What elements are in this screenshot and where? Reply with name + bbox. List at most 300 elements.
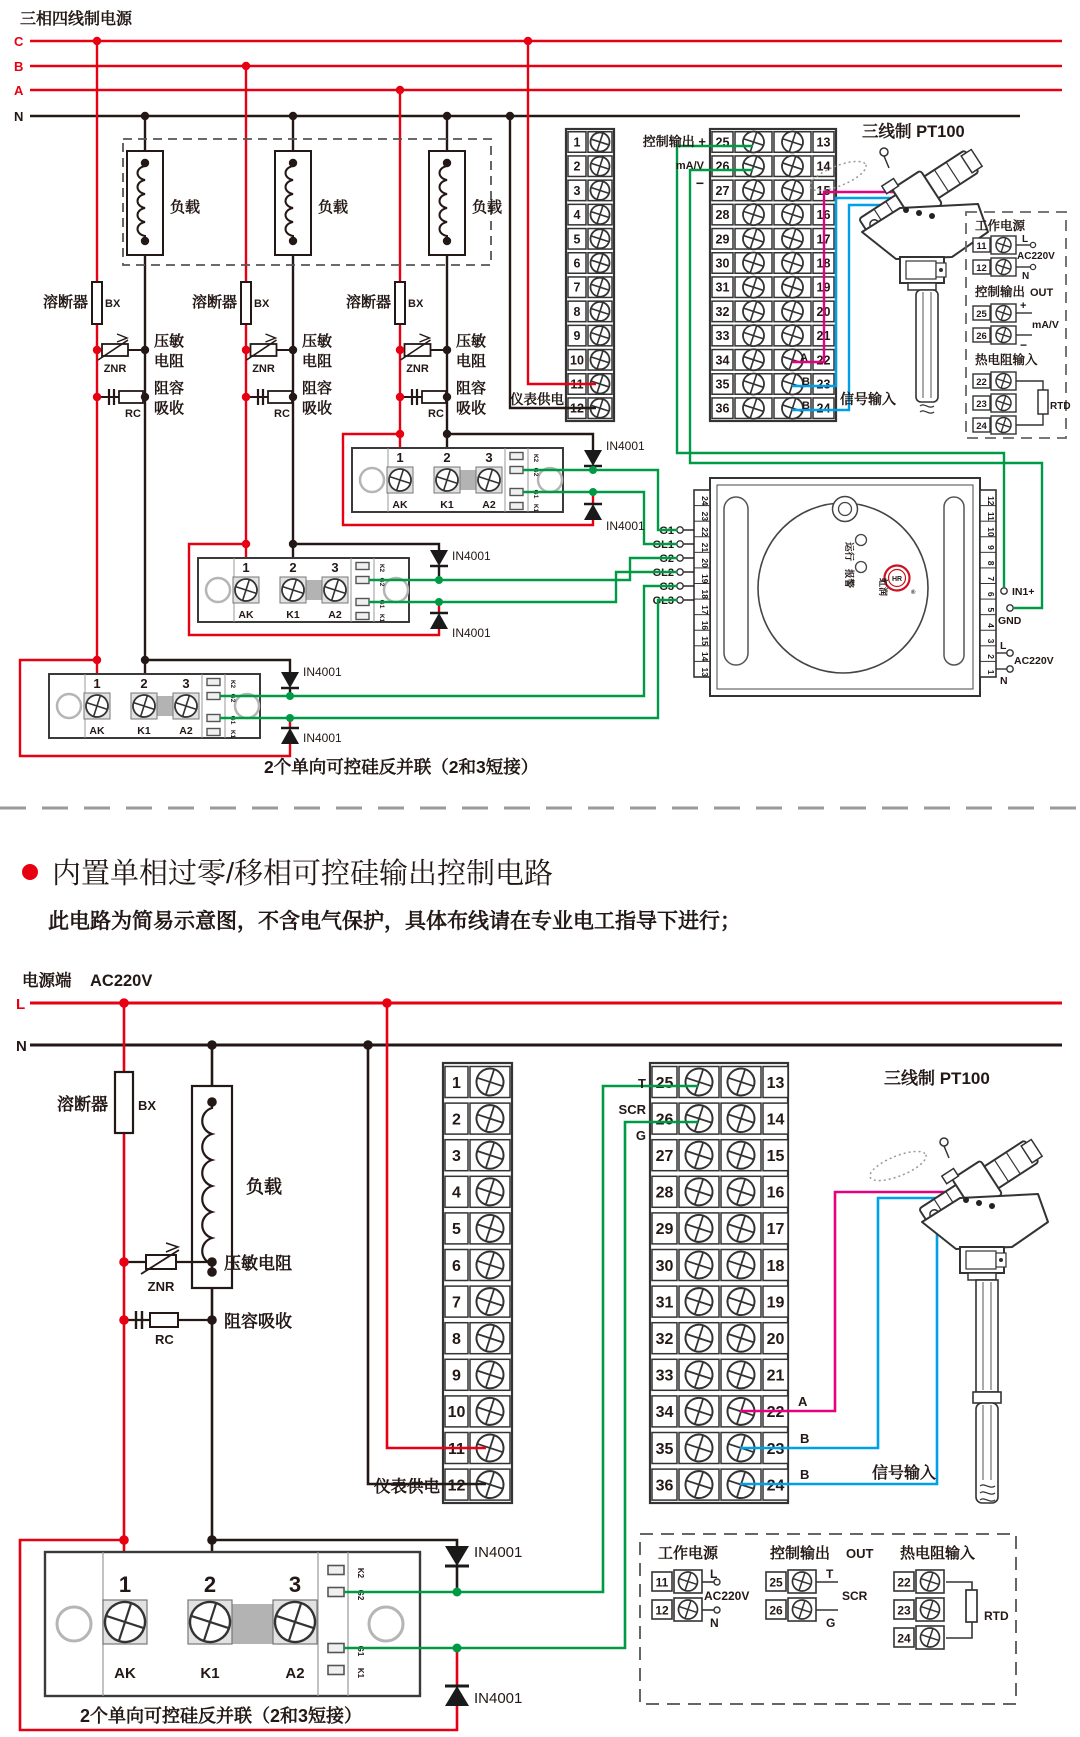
terminal-number: 25 xyxy=(715,135,730,150)
section2-subtitle: 此电路为简易示意图，不含电气保护，具体布线请在专业电工指导下进行； xyxy=(48,910,741,933)
strip-number: 15 xyxy=(700,636,710,646)
varistor-label: 电阻 xyxy=(154,353,185,370)
l-terminal-circle xyxy=(1007,650,1013,656)
module-terminal-number: 3 xyxy=(331,560,339,575)
strip-number: 6 xyxy=(986,591,996,597)
g-label: G xyxy=(635,1128,646,1143)
legend-panel-upper-content xyxy=(973,218,1071,434)
module-terminal-name: A2 xyxy=(482,499,496,511)
terminal-number: 26 xyxy=(715,159,730,174)
gate-pad xyxy=(356,577,369,584)
rc-code: RC xyxy=(155,1332,174,1347)
terminal-number: 35 xyxy=(715,377,730,392)
rc-label: 吸收 xyxy=(302,400,333,417)
terminal-number: 5 xyxy=(452,1221,461,1239)
loads xyxy=(127,151,502,255)
module-terminal-name: A2 xyxy=(179,725,193,737)
junction-dot xyxy=(289,393,297,401)
module-terminal-number: 2 xyxy=(140,676,148,691)
terminal-number: 3 xyxy=(452,1147,461,1165)
fuse-label: 溶断器 xyxy=(345,294,391,311)
strip-number: 2 xyxy=(986,654,996,659)
gate-pad xyxy=(328,1566,344,1575)
junction-dot xyxy=(396,346,404,354)
signal-input-label-upper: 信号输入 xyxy=(840,391,896,407)
terminal-number: 22 xyxy=(766,1404,785,1422)
module-terminal-name: AK xyxy=(238,609,254,621)
terminal-number: 16 xyxy=(766,1184,785,1202)
module-terminal-number: 1 xyxy=(242,560,250,575)
registered-mark: ® xyxy=(911,590,916,596)
line-label-b: B xyxy=(14,59,24,74)
terminal-number: 31 xyxy=(655,1294,674,1312)
varistor-label: 电阻 xyxy=(302,353,333,370)
rtd-resistor-icon xyxy=(1038,390,1048,414)
terminal-number: 23 xyxy=(816,377,831,392)
varistor-label: 压敏 xyxy=(302,333,333,350)
rc-label: 吸收 xyxy=(456,400,487,417)
junction-dot xyxy=(141,393,149,401)
load-label: 负载 xyxy=(170,199,201,216)
gate-pad xyxy=(510,489,523,496)
mount-hole-icon xyxy=(57,694,81,718)
junction-dot xyxy=(119,1257,129,1267)
line-label-c: C xyxy=(14,34,24,49)
scr-module xyxy=(198,558,409,623)
strip-number: 18 xyxy=(700,589,710,600)
fuse-icon xyxy=(92,282,102,324)
terminal-number: 14 xyxy=(766,1111,785,1129)
rc-label: 阻容 xyxy=(154,380,185,397)
panel-terminal-number: 11 xyxy=(976,241,987,252)
fuse-label: 溶断器 xyxy=(57,1095,108,1114)
junction-dot xyxy=(396,393,404,401)
in1-label: IN1+ xyxy=(1012,586,1035,598)
terminal-number: 29 xyxy=(655,1221,674,1239)
shape xyxy=(141,237,149,245)
gate-pad xyxy=(510,453,523,460)
load-label: 负载 xyxy=(246,1177,282,1197)
scr-module xyxy=(352,448,563,513)
terminal-number: 28 xyxy=(715,208,730,223)
terminal-number: 32 xyxy=(655,1330,674,1348)
varistor-label: 压敏 xyxy=(456,333,487,350)
shape xyxy=(1030,264,1035,269)
junction-dot xyxy=(242,346,250,354)
junction-dot xyxy=(289,346,297,354)
terminal-number: 35 xyxy=(655,1440,674,1458)
terminal-number: 32 xyxy=(715,304,730,319)
load-label: 负载 xyxy=(472,199,503,216)
terminal-number: 18 xyxy=(766,1257,785,1275)
panel-power-title: 工作电源 xyxy=(975,219,1026,233)
terminal-number: 24 xyxy=(816,401,831,416)
module-terminal-name: AK xyxy=(392,499,408,511)
terminal-number: 8 xyxy=(573,304,581,319)
wire-a-label: A xyxy=(800,352,808,364)
strip-number: 1 xyxy=(986,669,996,675)
wire-b1-label: B xyxy=(802,376,810,388)
mount-slot-left xyxy=(724,497,748,665)
terminal-number: 10 xyxy=(447,1404,466,1422)
gate-pad-label: K1 xyxy=(378,613,385,623)
gate-pad-label: K2 xyxy=(532,453,539,463)
terminal-number: 26 xyxy=(655,1111,674,1129)
gate-pad-label: G1 xyxy=(532,489,539,499)
strip-number: 3 xyxy=(986,638,996,644)
mount-hole-icon xyxy=(384,578,408,602)
gate-wire-labels xyxy=(653,525,674,607)
run-label: 运行 xyxy=(843,542,854,562)
legend-panel-lower-content xyxy=(652,1544,1009,1649)
terminal-number: 19 xyxy=(766,1294,785,1312)
lower-bus-lines xyxy=(30,1003,1062,1045)
terminal-blocks xyxy=(443,129,836,1503)
gate-pad-label: K2 xyxy=(356,1567,365,1579)
terminal-number: 6 xyxy=(452,1257,461,1275)
terminal-number: 33 xyxy=(715,329,730,344)
fuse-varistor-rc-groups xyxy=(43,282,486,420)
varistor-code: ZNR xyxy=(103,363,127,375)
panel-out-word: OUT xyxy=(846,1546,874,1561)
panel-terminal-number: 12 xyxy=(976,263,987,274)
panel-terminal-number: 24 xyxy=(976,421,987,432)
module-terminal-number: 1 xyxy=(396,450,404,465)
terminal-number: 24 xyxy=(766,1477,785,1495)
terminal-number: 20 xyxy=(766,1330,785,1348)
shape xyxy=(166,1243,178,1252)
gate-pad xyxy=(356,599,369,606)
instrument-power-label-upper: 仪表供电 xyxy=(510,392,564,407)
gate-pad-label: G2 xyxy=(356,1589,365,1601)
mav-label: mA/V xyxy=(675,160,704,172)
terminal-number: 17 xyxy=(816,232,831,247)
alarm-led-icon xyxy=(856,562,867,573)
terminal-number: 1 xyxy=(452,1074,461,1092)
source-voltage: AC220V xyxy=(90,972,153,990)
terminal-number: 11 xyxy=(448,1440,465,1458)
panel-l-label: L xyxy=(1022,234,1029,245)
t-label: T xyxy=(638,1076,646,1091)
diode-label: IN4001 xyxy=(452,626,491,640)
panel-out-title: 控制输出 xyxy=(770,1545,831,1562)
terminal-number: 13 xyxy=(816,135,831,150)
line-label-n: N xyxy=(14,109,24,124)
gnd-label: GND xyxy=(998,615,1022,627)
terminal-number: 7 xyxy=(452,1294,461,1312)
strip-number: 12 xyxy=(986,496,996,506)
gate-pad-label: G2 xyxy=(532,467,539,477)
rc-label: 阻容 xyxy=(302,380,333,397)
gate-pad xyxy=(510,467,523,474)
panel-l-label: L xyxy=(710,1567,718,1581)
gate-pad-label: G2 xyxy=(378,577,385,587)
mount-hole-icon xyxy=(538,468,562,492)
rc-resistor-icon xyxy=(119,391,143,403)
panel-terminal-number: 26 xyxy=(976,331,987,342)
ac220-label-device: AC220V xyxy=(1014,655,1054,667)
gate-pad xyxy=(207,715,220,722)
terminal-number: 2 xyxy=(452,1111,461,1129)
terminal-number: 16 xyxy=(816,208,831,223)
lower-components xyxy=(45,1072,420,1696)
rc-label: 吸收 xyxy=(154,400,185,417)
gate-pad-label: K2 xyxy=(229,679,236,689)
rc-resistor-icon xyxy=(268,391,292,403)
junction-dot xyxy=(242,393,250,401)
l-label-device: L xyxy=(1000,640,1007,652)
gate-pad xyxy=(510,503,523,510)
line-label-a: A xyxy=(14,83,24,98)
strip-number: 16 xyxy=(700,620,710,631)
shape xyxy=(714,1607,720,1613)
module-terminal-name: K1 xyxy=(200,1665,220,1682)
gnd-terminal-circle xyxy=(1007,605,1013,611)
gate-wire-label: G2 xyxy=(659,553,674,565)
terminal-number: 20 xyxy=(816,304,831,319)
junction-dot xyxy=(93,346,101,354)
module-terminal-name: AK xyxy=(114,1665,136,1682)
terminal-number: 18 xyxy=(816,256,831,271)
fuse-label: 溶断器 xyxy=(42,294,88,311)
terminal-number: 21 xyxy=(816,329,831,344)
n-terminal-circle xyxy=(1007,666,1013,672)
strip-number: 7 xyxy=(986,576,996,582)
strip-number: 5 xyxy=(986,607,996,613)
shape xyxy=(1030,242,1035,247)
strip-number: 21 xyxy=(700,542,710,553)
module-terminal-number: 1 xyxy=(93,676,101,691)
gate-wire-label: G1 xyxy=(659,525,674,537)
panel-rtd-label: RTD xyxy=(1050,401,1071,412)
terminal-number: 28 xyxy=(655,1184,674,1202)
terminal-number: 17 xyxy=(766,1221,785,1239)
mount-hole-icon xyxy=(369,1607,403,1641)
junction-dot xyxy=(207,1315,217,1325)
source-label: 电源端 xyxy=(22,972,72,990)
terminal-number: 9 xyxy=(452,1367,461,1385)
gate-pad-label: K2 xyxy=(378,563,385,573)
panel-ac-label: AC220V xyxy=(704,1589,750,1603)
diode-label: IN4001 xyxy=(303,731,342,745)
module-terminal-name: A2 xyxy=(328,609,342,621)
varistor-label: 电阻 xyxy=(456,353,487,370)
gate-pad xyxy=(328,1588,344,1597)
brand-initials: HR xyxy=(891,576,903,583)
rc-label: 阻容吸收 xyxy=(224,1312,292,1331)
terminal-number: 22 xyxy=(816,353,831,368)
strip-number: 10 xyxy=(986,527,996,537)
panel-out-title: 控制输出 xyxy=(975,285,1026,299)
varistor-label: 压敏电阻 xyxy=(224,1254,292,1273)
varistor-code: ZNR xyxy=(147,1279,175,1294)
terminal-number: 8 xyxy=(452,1330,461,1348)
strip-number: 20 xyxy=(700,558,710,568)
panel-terminal-number: 22 xyxy=(897,1575,911,1590)
gate-pad-label: G1 xyxy=(378,599,385,609)
mount-hole-icon xyxy=(206,578,230,602)
diode-label: IN4001 xyxy=(303,665,342,679)
shape xyxy=(207,1097,217,1107)
panel-terminal-number: 25 xyxy=(976,309,987,320)
signal-input-label-lower: 信号输入 xyxy=(872,1465,937,1482)
module-terminal-name: AK xyxy=(89,725,105,737)
panel-terminal-number: 23 xyxy=(976,399,987,410)
junction-dot xyxy=(207,1257,217,1267)
terminal-number: 36 xyxy=(715,401,730,416)
terminal-number: 9 xyxy=(573,329,581,344)
mount-slot-right xyxy=(944,497,964,665)
scr-label: SCR xyxy=(618,1102,646,1117)
terminal-number: 19 xyxy=(816,280,831,295)
terminal-number: 29 xyxy=(715,232,730,247)
terminal-number: 4 xyxy=(573,208,581,223)
rc-code: RC xyxy=(428,408,444,420)
panel-terminal-number: 12 xyxy=(655,1603,669,1618)
rc-code: RC xyxy=(125,408,141,420)
panel-scr-label: SCR xyxy=(842,1589,868,1603)
l-line-label: L xyxy=(16,996,26,1013)
gate-pad-label: G2 xyxy=(229,693,236,703)
gate-pad xyxy=(207,693,220,700)
mount-hole-icon xyxy=(360,468,384,492)
terminal-number: 11 xyxy=(570,377,584,392)
section1-title: 三相四线制电源 xyxy=(20,11,133,28)
panel-rtd-title: 热电阻输入 xyxy=(900,1545,976,1562)
diode-label: IN4001 xyxy=(474,1544,523,1561)
terminal-number: 10 xyxy=(570,353,584,368)
gate-pad xyxy=(356,613,369,620)
varistor-code: ZNR xyxy=(406,363,429,375)
terminal-number: 33 xyxy=(655,1367,674,1385)
panel-n-label: N xyxy=(710,1616,719,1630)
module-terminal-name: K1 xyxy=(137,725,151,737)
terminal-number: 30 xyxy=(655,1257,674,1275)
junction-dot xyxy=(119,1315,129,1325)
terminal-number: 25 xyxy=(655,1074,674,1092)
diode-label: IN4001 xyxy=(452,549,491,563)
terminal-number: 6 xyxy=(573,256,581,271)
terminal-number: 7 xyxy=(573,280,581,295)
pt100-probe-upper xyxy=(916,290,938,413)
panel-terminal-number: 22 xyxy=(976,377,987,388)
junction-dot xyxy=(141,346,149,354)
panel-g-label: G xyxy=(826,1616,836,1630)
varistor-label: 压敏 xyxy=(154,333,185,350)
run-led-icon xyxy=(856,535,867,546)
rc-code: RC xyxy=(274,408,290,420)
diode-label: IN4001 xyxy=(606,439,645,453)
gate-pad-label: K1 xyxy=(229,729,236,739)
n-label-device: N xyxy=(1000,675,1008,687)
rc-resistor-icon xyxy=(150,1313,178,1327)
wire-b2-label-lower: B xyxy=(800,1467,810,1482)
gate-terminal-cluster xyxy=(677,527,694,603)
panel-terminal-number: 23 xyxy=(897,1603,911,1618)
module-terminal-number: 2 xyxy=(443,450,451,465)
module-terminal-number: 3 xyxy=(182,676,190,691)
mount-hole-icon xyxy=(57,1607,91,1641)
terminal-number: 4 xyxy=(452,1184,461,1202)
terminal-number: 31 xyxy=(715,280,730,295)
panel-terminal-number: 24 xyxy=(897,1631,911,1646)
terminal-number: 13 xyxy=(766,1074,785,1092)
ctrl-output-plus-label: 控制输出 + xyxy=(642,134,706,149)
gate-wire-label: GL2 xyxy=(652,567,674,579)
module-terminal-name: A2 xyxy=(285,1665,305,1682)
terminal-number: 15 xyxy=(766,1147,785,1165)
gate-pad-label: K1 xyxy=(356,1667,365,1679)
pt100-label-upper: 三线制 PT100 xyxy=(862,123,965,141)
terminal-number: 2 xyxy=(573,159,581,174)
terminal-number: 34 xyxy=(715,353,730,368)
section2-heading: 内置单相过零/移相可控硅输出控制电路 xyxy=(52,858,554,890)
gate-pad xyxy=(328,1666,344,1675)
pt100-probe-lower xyxy=(973,1280,1001,1503)
module-terminal-number: 2 xyxy=(203,1572,217,1597)
panel-terminal-number: 25 xyxy=(769,1575,783,1590)
scr-module xyxy=(49,674,260,739)
panel-ac-label: AC220V xyxy=(1017,251,1055,262)
fuse-label: 溶断器 xyxy=(191,294,237,311)
shape xyxy=(141,159,149,167)
in1-terminal-circle xyxy=(1001,588,1007,594)
module-terminal-name: K1 xyxy=(286,609,300,621)
fuse-icon xyxy=(395,282,405,324)
panel-minus: − xyxy=(1020,338,1028,352)
strip-number: 13 xyxy=(700,667,710,677)
caption-lower: 2个单向可控硅反并联（2和3短接） xyxy=(80,1706,363,1726)
fuse-icon xyxy=(241,282,251,324)
terminal-number: 12 xyxy=(447,1477,466,1495)
panel-n-label: N xyxy=(1022,271,1030,282)
gate-wire-label: GL1 xyxy=(652,539,674,551)
terminal-number: 30 xyxy=(715,256,730,271)
strip-number: 17 xyxy=(700,605,710,615)
wire-a-label-lower: A xyxy=(798,1394,808,1409)
module-terminal-number: 1 xyxy=(118,1572,132,1597)
terminal-number: 36 xyxy=(655,1477,674,1495)
strip-number: 8 xyxy=(986,560,996,566)
pt100-label-lower: 三线制 PT100 xyxy=(884,1069,990,1088)
panel-rtd-title: 热电阻输入 xyxy=(975,353,1038,367)
rc-resistor-icon xyxy=(422,391,446,403)
terminal-number: 21 xyxy=(766,1367,785,1385)
panel-rtd-label: RTD xyxy=(984,1609,1009,1623)
strip-number: 22 xyxy=(700,527,710,537)
wire-b1-label-lower: B xyxy=(800,1431,810,1446)
fuse-icon xyxy=(115,1072,133,1133)
strip-number: 11 xyxy=(986,511,996,521)
fuse-code: BX xyxy=(138,1098,157,1113)
strip-number: 14 xyxy=(700,651,710,662)
diode-label: IN4001 xyxy=(606,519,645,533)
module-terminal-number: 3 xyxy=(288,1572,302,1597)
terminal-number: 3 xyxy=(573,183,581,198)
gate-pad xyxy=(328,1644,344,1653)
module-terminal-name: K1 xyxy=(440,499,454,511)
scr-module-large xyxy=(45,1552,420,1696)
panel-mav: mA/V xyxy=(1032,319,1059,331)
minus-label: − xyxy=(695,175,704,191)
fuse-code: BX xyxy=(254,298,270,310)
module-terminal-number: 3 xyxy=(485,450,493,465)
junction-dot xyxy=(93,393,101,401)
terminal-number: 1 xyxy=(573,135,581,150)
shape xyxy=(289,237,297,245)
terminal-number: 34 xyxy=(655,1404,674,1422)
terminal-number: 14 xyxy=(816,159,831,174)
